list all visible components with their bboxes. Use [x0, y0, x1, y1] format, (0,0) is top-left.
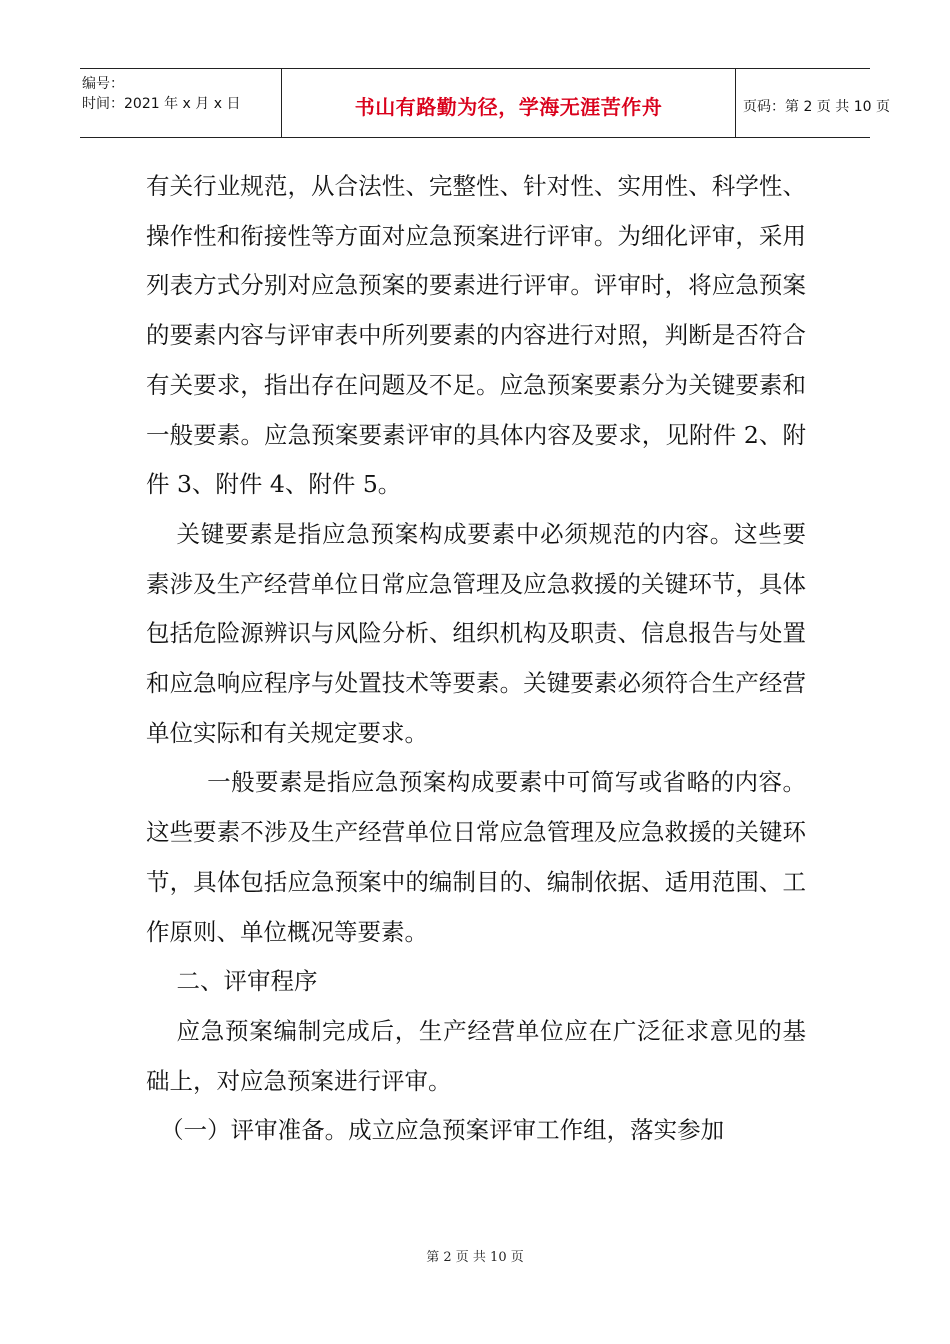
page-footer: 第 2 页 共 10 页: [426, 1250, 524, 1265]
header-motto: 书山有路勤为径，学海无涯苦作舟: [354, 95, 663, 119]
section-heading-review-procedure: 二、评审程序: [176, 967, 318, 996]
header-page-number: 页码：第 2 页 共 10 页: [743, 99, 890, 115]
document-time-label: 时间：2021 年 x 月 x 日: [82, 96, 241, 112]
document-body: [146, 162, 806, 1156]
paragraph-review-preparation: （一）评审准备。成立应急预案评审工作组，落实参加: [160, 1116, 725, 1145]
header-motto-cell: [281, 69, 736, 137]
header-meta-cell: [80, 69, 280, 137]
document-header: [80, 68, 890, 138]
paragraph-general-elements: 一般要素是指应急预案构成要素中可简写或省略的内容。这些要素不涉及生产经营单位日常应急管理及应急救援的关键环节，具体包括应急预案中的编制目的、编制依据、适用范围、工作原则、单位概况等要素。: [146, 768, 806, 946]
paragraph-key-elements: 关键要素是指应急预案构成要素中必须规范的内容。这些要素涉及生产经营单位日常应急管理及应急救援的关键环节，具体包括危险源辨识与风险分析、组织机构及职责、信息报告与处置和应急响应程序与处置技术等要素。关键要素必须符合生产经营单位实际和有关规定要求。: [146, 519, 806, 747]
paragraph-review-after-drafting: 应急预案编制完成后，生产经营单位应在广泛征求意见的基础上，对应急预案进行评审。: [146, 1016, 806, 1095]
paragraph-evaluation-scope: 有关行业规范，从合法性、完整性、针对性、实用性、科学性、操作性和衔接性等方面对应急预案进行评审。为细化评审，采用列表方式分别对应急预案的要素进行评审。评审时，将应急预案的要素内容与评审表中所列要素的内容进行对照，判断是否符合有关要求，指出存在问题及不足。应急预案要素分为关键要素和一般要素。应急预案要素评审的具体内容及要求，见附件 2、附件 3、附件 4、附件 5。: [146, 172, 806, 499]
document-code-label: 编号：: [82, 76, 124, 92]
header-page-cell: [735, 69, 890, 137]
